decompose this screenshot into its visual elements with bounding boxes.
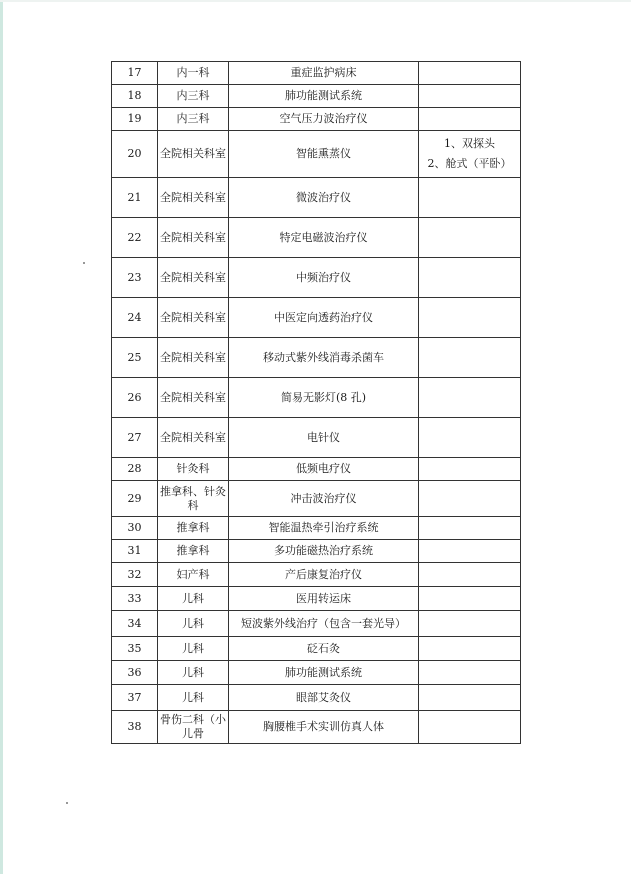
equipment-name-cell: 智能熏蒸仪 <box>229 131 419 178</box>
table-row <box>112 711 521 744</box>
remarks-cell <box>419 661 521 685</box>
remarks-cell <box>419 378 521 418</box>
table-row <box>112 563 521 587</box>
equipment-name-cell: 空气压力波治疗仪 <box>229 108 419 131</box>
table-row <box>112 378 521 418</box>
department-cell: 内三科 <box>158 108 229 131</box>
row-number: 37 <box>112 685 158 711</box>
equipment-name-cell: 胸腰椎手术实训仿真人体 <box>229 711 419 744</box>
row-number: 27 <box>112 418 158 458</box>
remarks-cell <box>419 540 521 563</box>
row-number: 23 <box>112 258 158 298</box>
department-cell: 推拿科、针灸科 <box>158 481 229 517</box>
department-cell: 全院相关科室 <box>158 178 229 218</box>
table-row <box>112 418 521 458</box>
row-number: 38 <box>112 711 158 744</box>
row-number: 30 <box>112 517 158 540</box>
department-cell: 全院相关科室 <box>158 298 229 338</box>
department-cell: 儿科 <box>158 685 229 711</box>
equipment-name-cell: 微波治疗仪 <box>229 178 419 218</box>
remarks-cell <box>419 85 521 108</box>
department-cell: 全院相关科室 <box>158 218 229 258</box>
remarks-cell <box>419 298 521 338</box>
table-row <box>112 258 521 298</box>
equipment-name-cell: 眼部艾灸仪 <box>229 685 419 711</box>
remarks-cell <box>419 458 521 481</box>
equipment-name-cell: 电针仪 <box>229 418 419 458</box>
table-row <box>112 661 521 685</box>
row-number: 24 <box>112 298 158 338</box>
remarks-cell <box>419 258 521 298</box>
remarks-cell <box>419 338 521 378</box>
table-row <box>112 338 521 378</box>
remarks-cell <box>419 685 521 711</box>
equipment-name-cell: 多功能磁热治疗系统 <box>229 540 419 563</box>
table-row <box>112 458 521 481</box>
department-cell: 全院相关科室 <box>158 338 229 378</box>
remarks-cell <box>419 637 521 661</box>
table-row <box>112 587 521 611</box>
department-cell: 全院相关科室 <box>158 378 229 418</box>
row-number: 31 <box>112 540 158 563</box>
department-cell: 内三科 <box>158 85 229 108</box>
row-number: 29 <box>112 481 158 517</box>
equipment-table <box>111 61 521 744</box>
remarks-line: 2、舱式（平卧） <box>427 157 512 170</box>
table-row <box>112 108 521 131</box>
row-number: 20 <box>112 131 158 178</box>
department-cell: 儿科 <box>158 611 229 637</box>
table-row <box>112 178 521 218</box>
remarks-cell <box>419 178 521 218</box>
department-cell: 推拿科 <box>158 540 229 563</box>
row-number: 25 <box>112 338 158 378</box>
department-cell: 儿科 <box>158 637 229 661</box>
remarks-cell <box>419 481 521 517</box>
table-row <box>112 85 521 108</box>
equipment-name-cell: 医用转运床 <box>229 587 419 611</box>
remarks-cell <box>419 418 521 458</box>
equipment-name-cell: 短波紫外线治疗（包含一套光导） <box>229 611 419 637</box>
equipment-name-cell: 肺功能测试系统 <box>229 661 419 685</box>
table-row <box>112 131 521 178</box>
scan-edge-top <box>0 0 631 2</box>
table-row <box>112 298 521 338</box>
row-number: 19 <box>112 108 158 131</box>
row-number: 21 <box>112 178 158 218</box>
remarks-cell <box>419 218 521 258</box>
department-cell: 儿科 <box>158 661 229 685</box>
row-number: 22 <box>112 218 158 258</box>
table-row <box>112 540 521 563</box>
department-cell: 妇产科 <box>158 563 229 587</box>
table-row <box>112 637 521 661</box>
table-row <box>112 611 521 637</box>
remarks-cell <box>419 611 521 637</box>
table-row <box>112 481 521 517</box>
remarks-cell <box>419 563 521 587</box>
equipment-name-cell: 低频电疗仪 <box>229 458 419 481</box>
row-number: 26 <box>112 378 158 418</box>
department-cell: 骨伤二科（小儿骨 <box>158 711 229 744</box>
remarks-cell <box>419 587 521 611</box>
department-cell: 全院相关科室 <box>158 418 229 458</box>
department-cell: 全院相关科室 <box>158 258 229 298</box>
equipment-name-cell: 产后康复治疗仪 <box>229 563 419 587</box>
scan-speck <box>83 262 85 264</box>
scan-speck <box>66 802 68 804</box>
row-number: 34 <box>112 611 158 637</box>
table-row <box>112 685 521 711</box>
department-cell: 针灸科 <box>158 458 229 481</box>
equipment-name-cell: 移动式紫外线消毒杀菌车 <box>229 338 419 378</box>
equipment-name-cell: 重症监护病床 <box>229 62 419 85</box>
equipment-name-cell: 特定电磁波治疗仪 <box>229 218 419 258</box>
remarks-line: 1、双探头 <box>444 137 495 150</box>
equipment-name-cell: 中频治疗仪 <box>229 258 419 298</box>
equipment-name-cell: 智能温热牵引治疗系统 <box>229 517 419 540</box>
department-cell: 儿科 <box>158 587 229 611</box>
scan-edge <box>0 0 3 874</box>
department-cell: 推拿科 <box>158 517 229 540</box>
remarks-cell <box>419 517 521 540</box>
equipment-name-cell: 肺功能测试系统 <box>229 85 419 108</box>
department-cell: 全院相关科室 <box>158 131 229 178</box>
table-row <box>112 62 521 85</box>
remarks-cell <box>419 62 521 85</box>
row-number: 32 <box>112 563 158 587</box>
row-number: 17 <box>112 62 158 85</box>
remarks-cell <box>419 711 521 744</box>
department-cell: 内一科 <box>158 62 229 85</box>
equipment-name-cell: 砭石灸 <box>229 637 419 661</box>
equipment-name-cell: 冲击波治疗仪 <box>229 481 419 517</box>
row-number: 28 <box>112 458 158 481</box>
equipment-name-cell: 中医定向透药治疗仪 <box>229 298 419 338</box>
table-row <box>112 517 521 540</box>
equipment-name-cell: 简易无影灯(8 孔) <box>229 378 419 418</box>
row-number: 35 <box>112 637 158 661</box>
remarks-cell <box>419 131 521 178</box>
row-number: 33 <box>112 587 158 611</box>
equipment-table-body <box>112 62 521 744</box>
row-number: 18 <box>112 85 158 108</box>
table-row <box>112 218 521 258</box>
row-number: 36 <box>112 661 158 685</box>
remarks-cell <box>419 108 521 131</box>
